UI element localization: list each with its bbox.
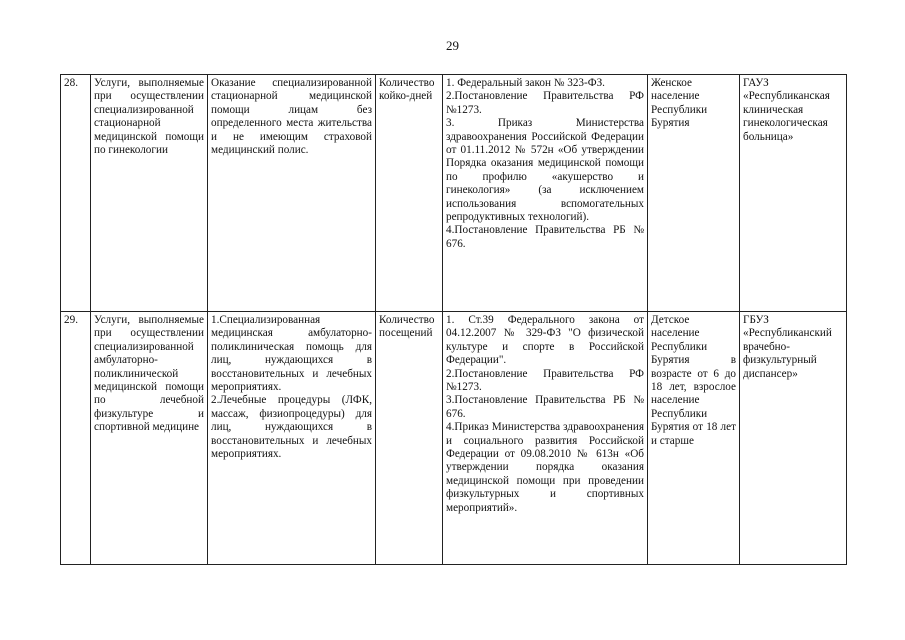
- consumers: Женское население Республики Бурятия: [648, 75, 740, 312]
- service-description: Оказание специализированной стационарной медицинской помощи лицам без определенного места жительства и не имеющим страховой медицинский полис.: [208, 75, 376, 312]
- service-name: Услуги, выполняемые при осуществлении специализированной амбулаторно-поликлинической медицинской помощи по лечебной физкультуре и спортивной медицине: [91, 312, 208, 565]
- legal-basis-item: 4.Постановление Правительства РБ № 676.: [446, 224, 644, 250]
- page-number: 29: [446, 38, 459, 53]
- service-name: Услуги, выполняемые при осуществлении специализированной стационарной медицинской помощи по гинекологии: [91, 75, 208, 312]
- legal-basis-item: 2.Постановление Правительства РФ №1273.: [446, 367, 644, 394]
- row-number: 28.: [61, 75, 91, 312]
- legal-basis-item: 1. Федеральный закон № 323-ФЗ.: [446, 77, 605, 89]
- services-table: [60, 74, 847, 565]
- unit-of-measure: Количество койко-дней: [376, 75, 443, 312]
- legal-basis-item: 2.Постановление Правительства РФ №1273.: [446, 90, 644, 116]
- service-description: [208, 312, 376, 565]
- table-row: [61, 75, 847, 312]
- consumers: Детское население Республики Бурятия в возрасте от 6 до 18 лет, взрослое население Республики Бурятия от 18 лет и старше: [648, 312, 740, 565]
- legal-basis-item: 4.Приказ Министерства здравоохранения и социального развития Российской Федерации от 09.08.2010 № 613н «Об утверждении порядка оказания медицинской помощи при проведении физкультурных и спортивных мероприятий».: [446, 421, 644, 514]
- table-row: [61, 312, 847, 565]
- legal-basis-item: 3.Постановление Правительства РБ № 676.: [446, 394, 644, 420]
- provider: ГАУЗ «Республиканская клиническая гинекологическая больница»: [740, 75, 847, 312]
- legal-basis: [443, 312, 648, 565]
- description-item: 2.Лечебные процедуры (ЛФК, массаж, физиопроцедуры) для лиц, нуждающихся в восстановительных и лечебных мероприятиях.: [211, 394, 372, 461]
- legal-basis: [443, 75, 648, 312]
- provider: ГБУЗ «Республиканский врачебно-физкультурный диспансер»: [740, 312, 847, 565]
- row-number: 29.: [61, 312, 91, 565]
- description-item: 1.Специализированная медицинская амбулаторно-поликлиническая помощь для лиц, нуждающихся в восстановительных и лечебных мероприятиях.: [211, 314, 372, 394]
- unit-of-measure: Количество посещений: [376, 312, 443, 565]
- legal-basis-item: 3. Приказ Министерства здравоохранения Российской Федерации от 01.11.2012 № 572н «Об утверждении Порядка оказания медицинской помощи по профилю «акушерство и гинекология» (за исключением использования вспомогательных репродуктивных технологий).: [446, 117, 644, 224]
- legal-basis-item: 1. Ст.39 Федерального закона от 04.12.2007 № 329-ФЗ "О физической культуре и спорте в Российской Федерации".: [446, 314, 644, 367]
